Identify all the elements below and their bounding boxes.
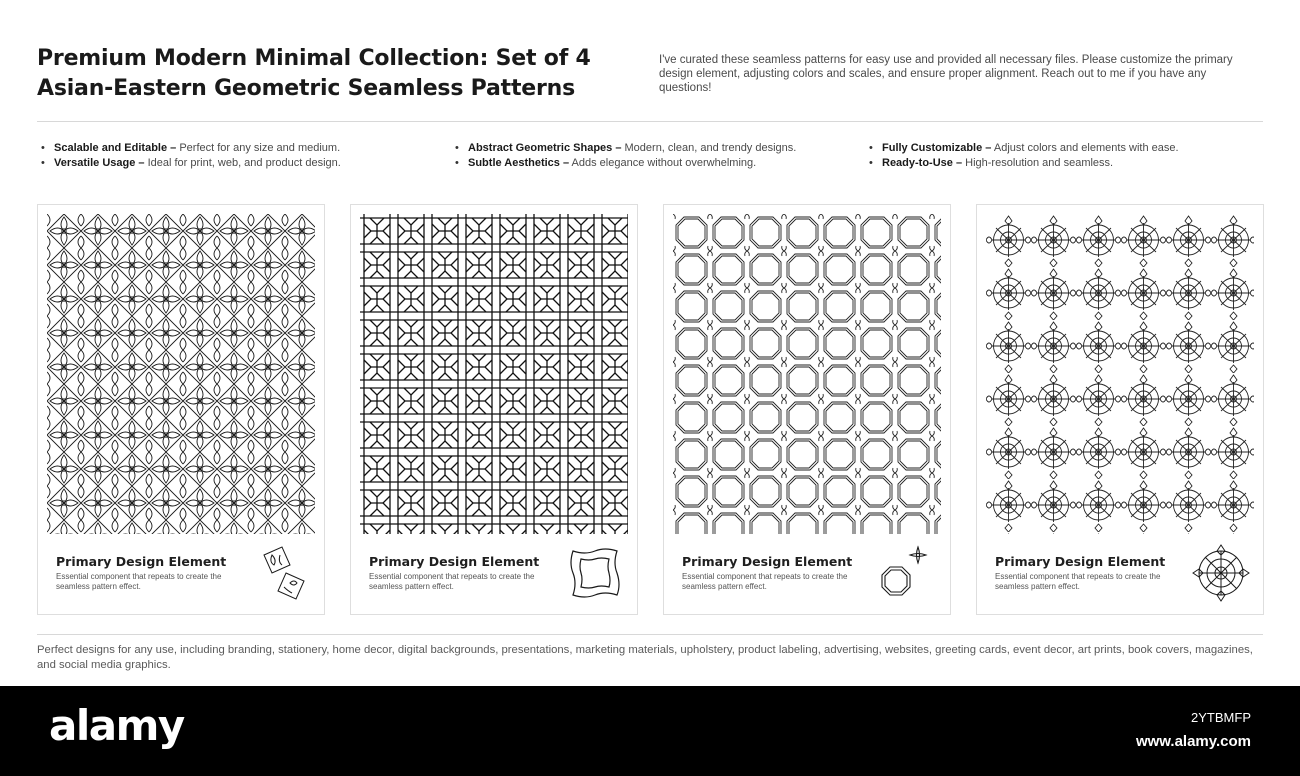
card-title: Primary Design Element: [369, 554, 540, 569]
top-divider: [37, 121, 1263, 122]
feature-item: • Versatile Usage – Ideal for print, web, and product design.: [37, 156, 447, 171]
octagon-star-element-icon: [878, 543, 938, 603]
card-description: Essential component that repeats to create the seamless pattern effect.: [682, 572, 848, 591]
pattern-card-2[interactable]: [350, 204, 638, 615]
wavy-frame-element-icon: [565, 543, 625, 603]
card-description: Essential component that repeats to create the seamless pattern effect.: [56, 572, 222, 591]
stock-url: www.alamy.com: [1135, 733, 1251, 750]
feature-item: • Fully Customizable – Adjust colors and elements with ease.: [865, 141, 1275, 156]
intro-text: I've curated these seamless patterns for easy use and provided all necessary files. Please customize the primary design element, adjusting colors and scales, and ensure proper alignment. Reach out to me if you have any questions!: [659, 54, 1233, 94]
title-line-1: Premium Modern Minimal Collection: Set of 4: [37, 46, 591, 71]
feature-item: • Ready-to-Use – High-resolution and seamless.: [865, 156, 1275, 171]
mandala-rows-pattern-icon: [986, 214, 1254, 534]
mandala-element-icon: [1191, 543, 1251, 603]
card-title: Primary Design Element: [995, 554, 1166, 569]
pattern-card-3[interactable]: [663, 204, 951, 615]
footer-text: Perfect designs for any use, including branding, stationery, home decor, digital backgrounds, presentations, marketing materials, upholstery, product labeling, advertising, websites, greeting cards, event decor, art prints, book covers, magazines, and social media graphics.: [37, 644, 1253, 671]
lattice-grid-pattern-icon: [360, 214, 628, 534]
feature-column-2: [451, 141, 861, 171]
floral-tile-element-icon: [252, 543, 312, 603]
card-title: Primary Design Element: [682, 554, 853, 569]
stock-logo: alamy: [49, 701, 184, 750]
feature-list: [37, 141, 1263, 177]
page-title: [37, 44, 637, 104]
floral-diamond-pattern-icon: [47, 214, 315, 534]
octagon-grid-pattern-icon: [673, 214, 941, 534]
card-title: Primary Design Element: [56, 554, 227, 569]
feature-item: • Subtle Aesthetics – Adds elegance without overwhelming.: [451, 156, 861, 171]
feature-column-1: [37, 141, 447, 171]
card-description: Essential component that repeats to create the seamless pattern effect.: [995, 572, 1161, 591]
bottom-divider: [37, 634, 1263, 635]
pattern-card-1[interactable]: [37, 204, 325, 615]
pattern-card-4[interactable]: [976, 204, 1264, 615]
stock-watermark-bar: [0, 686, 1300, 776]
feature-item: • Scalable and Editable – Perfect for any size and medium.: [37, 141, 447, 156]
card-description: Essential component that repeats to create the seamless pattern effect.: [369, 572, 535, 591]
feature-item: • Abstract Geometric Shapes – Modern, clean, and trendy designs.: [451, 141, 861, 156]
feature-column-3: [865, 141, 1275, 171]
title-line-2: Asian-Eastern Geometric Seamless Patterns: [37, 76, 576, 101]
stock-image-id: 2YTBMFP: [1191, 710, 1251, 725]
